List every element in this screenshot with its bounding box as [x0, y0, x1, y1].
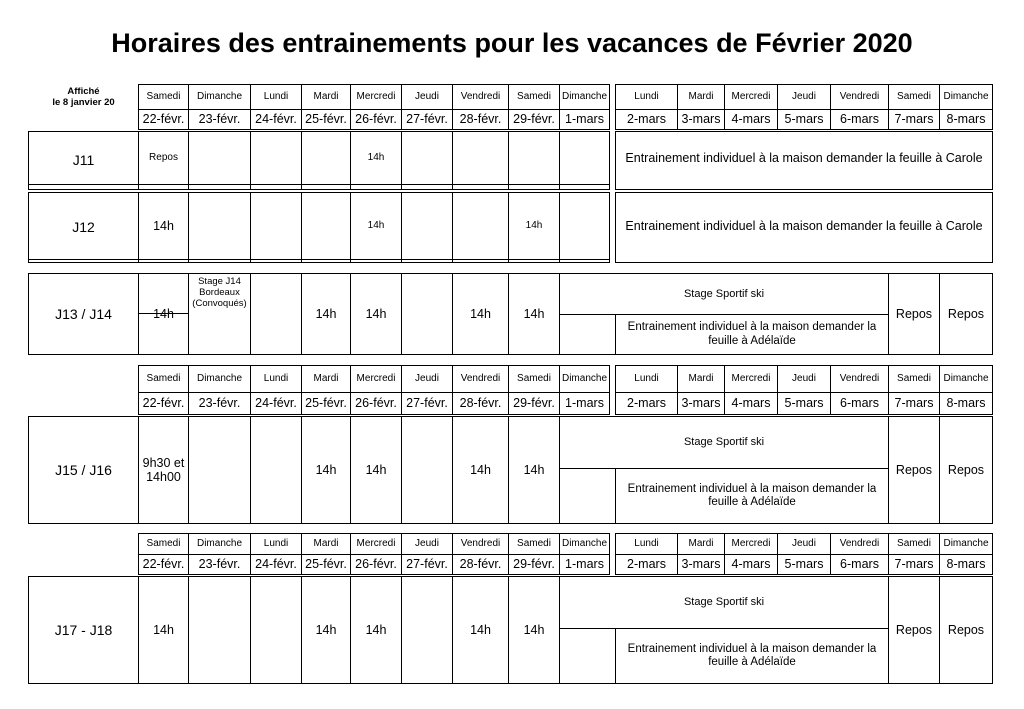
date-header-3-2: 24-févr. [255, 557, 297, 572]
schedule-cell: 14h [365, 462, 387, 477]
schedule-cell: 14h [153, 218, 174, 233]
date-header-3-w2-5: 7-mars [894, 557, 934, 572]
schedule-cell [453, 132, 508, 184]
day-header-1-w2-4: Vendredi [839, 91, 880, 103]
day-header-3-8: Dimanche [561, 538, 608, 550]
day-header-2-5: Jeudi [415, 373, 439, 385]
day-header-2-w2-1: Mardi [688, 373, 714, 385]
date-header-1-4: 26-févr. [355, 112, 397, 127]
schedule-cell [189, 132, 250, 184]
date-header-1-2: 24-févr. [255, 112, 297, 127]
date-header-3-5: 27-févr. [406, 557, 448, 572]
date-header-2-6: 28-févr. [459, 396, 502, 411]
schedule-cell: Repos [149, 152, 178, 164]
ski-stage: Stage Sportif ski [683, 596, 765, 609]
home-training-note: Entrainement individuel à la maison demander la feuille à Adélaïde [627, 482, 877, 508]
day-header-2-0: Samedi [146, 373, 181, 385]
date-header-1-0: 22-févr. [142, 112, 185, 127]
stage-note: Stage J14 Bordeaux (Convoqués) [192, 276, 247, 309]
schedule-cell: 14h [367, 152, 385, 164]
schedule-cell [251, 274, 301, 354]
posted-date: Affiché le 8 janvier 20 [52, 86, 115, 108]
date-header-3-w2-2: 4-mars [731, 557, 771, 572]
day-header-2-w2-0: Lundi [634, 373, 659, 385]
date-header-2-5: 27-févr. [406, 396, 448, 411]
day-header-1-5: Jeudi [415, 91, 439, 103]
date-header-3-1: 23-févr. [198, 557, 241, 572]
home-training-note: Entrainement individuel à la maison demander la feuille à Carole [625, 150, 983, 165]
date-header-1-w2-6: 8-mars [946, 112, 986, 127]
rest-saturday: Repos [895, 622, 933, 637]
day-header-3-7: Samedi [517, 538, 551, 550]
date-header-2-w2-0: 2-mars [627, 396, 666, 411]
date-header-2-8: 1-mars [565, 396, 604, 411]
date-header-3-3: 25-févr. [305, 557, 347, 572]
day-header-1-w2-6: Dimanche [943, 91, 989, 103]
day-header-2-w2-6: Dimanche [943, 373, 989, 385]
day-header-1-0: Samedi [146, 91, 181, 103]
day-header-3-6: Vendredi [460, 538, 501, 550]
date-header-2-3: 25-févr. [305, 396, 347, 411]
day-header-1-7: Samedi [517, 91, 551, 103]
schedule-cell: 14h [523, 306, 545, 321]
schedule-cell: 14h [470, 306, 491, 321]
rest-sunday: Repos [947, 622, 985, 637]
schedule-cell: 9h30 et 14h00 [142, 455, 185, 484]
day-header-1-w2-3: Jeudi [792, 91, 816, 103]
group-label: J12 [72, 219, 95, 236]
day-header-1-4: Mercredi [356, 91, 396, 103]
date-header-3-w2-6: 8-mars [946, 557, 986, 572]
date-header-1-w2-4: 6-mars [840, 112, 879, 127]
day-header-3-3: Mardi [313, 538, 339, 550]
date-header-1-w2-0: 2-mars [627, 112, 666, 127]
schedule-cell: 14h [525, 220, 543, 232]
date-header-2-w2-3: 5-mars [784, 396, 824, 411]
schedule-cell [251, 193, 301, 259]
schedule-cell [189, 577, 250, 683]
schedule-cell: 14h [523, 622, 545, 637]
date-header-3-w2-3: 5-mars [784, 557, 824, 572]
date-header-3-6: 28-févr. [459, 557, 502, 572]
schedule-cell [251, 132, 301, 184]
day-header-3-0: Samedi [146, 538, 181, 550]
date-header-1-w2-2: 4-mars [731, 112, 771, 127]
rest-saturday: Repos [895, 462, 933, 477]
schedule-cell [189, 417, 250, 523]
schedule-cell [402, 274, 452, 354]
date-header-3-w2-1: 3-mars [681, 557, 721, 572]
day-header-3-1: Dimanche [196, 538, 243, 550]
date-header-3-8: 1-mars [565, 557, 604, 572]
day-header-3-4: Mercredi [356, 538, 396, 550]
schedule-cell [139, 274, 188, 354]
date-header-2-1: 23-févr. [198, 396, 241, 411]
schedule-cell [189, 193, 250, 259]
day-header-1-w2-0: Lundi [634, 91, 659, 103]
schedule-cell [560, 193, 609, 259]
schedule-cell [251, 417, 301, 523]
group-label: J11 [72, 152, 95, 169]
date-header-2-w2-4: 6-mars [840, 396, 879, 411]
date-header-2-w2-6: 8-mars [946, 396, 986, 411]
day-header-2-8: Dimanche [561, 373, 608, 385]
day-header-3-w2-1: Mardi [688, 538, 714, 550]
schedule-cell [402, 132, 452, 184]
date-header-3-0: 22-févr. [142, 557, 185, 572]
day-header-3-5: Jeudi [415, 538, 439, 550]
page-title: Horaires des entrainements pour les vacances de Février 2020 [111, 28, 913, 58]
day-header-2-w2-5: Samedi [897, 373, 931, 385]
stage-underline [139, 313, 188, 314]
date-header-2-0: 22-févr. [142, 396, 185, 411]
date-header-2-4: 26-févr. [355, 396, 397, 411]
group-label: J17 - J18 [54, 621, 113, 638]
day-header-2-3: Mardi [313, 373, 339, 385]
day-header-2-2: Lundi [263, 373, 289, 385]
schedule-cell [402, 193, 452, 259]
schedule-cell: 14h [367, 220, 385, 232]
day-header-3-w2-3: Jeudi [792, 538, 816, 550]
day-header-3-w2-2: Mercredi [731, 538, 771, 550]
schedule-cell [402, 417, 452, 523]
rest-sunday: Repos [947, 462, 985, 477]
day-header-2-7: Samedi [517, 373, 551, 385]
date-header-2-w2-2: 4-mars [731, 396, 771, 411]
date-header-2-7: 29-févr. [513, 396, 555, 411]
date-header-3-w2-4: 6-mars [840, 557, 879, 572]
date-header-1-w2-5: 7-mars [894, 112, 934, 127]
date-header-1-7: 29-févr. [513, 112, 555, 127]
day-header-1-6: Vendredi [460, 91, 501, 103]
home-training-note: Entrainement individuel à la maison demander la feuille à Adélaïde [627, 642, 877, 668]
day-header-3-2: Lundi [263, 538, 289, 550]
day-header-1-1: Dimanche [196, 91, 243, 103]
day-header-2-6: Vendredi [460, 373, 501, 385]
day-header-3-w2-5: Samedi [897, 538, 931, 550]
day-header-3-w2-6: Dimanche [943, 538, 989, 550]
schedule-cell: 14h [470, 622, 491, 637]
schedule-cell: 14h [315, 622, 337, 637]
day-header-2-w2-3: Jeudi [792, 373, 816, 385]
day-header-1-w2-2: Mercredi [731, 91, 771, 103]
date-header-2-2: 24-févr. [255, 396, 297, 411]
rest-sunday: Repos [947, 306, 985, 321]
schedule-cell: 14h [470, 462, 491, 477]
day-header-2-w2-4: Vendredi [839, 373, 880, 385]
schedule-cell: 14h [315, 306, 337, 321]
day-header-1-w2-1: Mardi [688, 91, 714, 103]
group-label: J13 / J14 [55, 305, 112, 322]
schedule-cell [302, 193, 350, 259]
schedule-cell: 14h [153, 622, 174, 637]
schedule-cell [302, 132, 350, 184]
day-header-1-3: Mardi [313, 91, 339, 103]
date-header-1-3: 25-févr. [305, 112, 347, 127]
day-header-2-1: Dimanche [196, 373, 243, 385]
date-header-1-6: 28-févr. [459, 112, 502, 127]
day-header-3-w2-0: Lundi [634, 538, 659, 550]
day-header-1-8: Dimanche [561, 91, 608, 103]
date-header-3-7: 29-févr. [513, 557, 555, 572]
date-header-2-w2-5: 7-mars [894, 396, 934, 411]
schedule-cell [560, 132, 609, 184]
schedule-cell: 14h [315, 462, 337, 477]
day-header-2-4: Mercredi [356, 373, 396, 385]
date-header-1-w2-1: 3-mars [681, 112, 721, 127]
date-header-3-w2-0: 2-mars [627, 557, 666, 572]
day-header-1-2: Lundi [263, 91, 289, 103]
schedule-cell [509, 132, 559, 184]
rest-saturday: Repos [895, 306, 933, 321]
schedule-cell: 14h [365, 306, 387, 321]
date-header-1-5: 27-févr. [406, 112, 448, 127]
day-header-2-w2-2: Mercredi [731, 373, 771, 385]
day-header-3-w2-4: Vendredi [839, 538, 880, 550]
date-header-3-4: 26-févr. [355, 557, 397, 572]
ski-stage: Stage Sportif ski [683, 287, 765, 300]
date-header-1-8: 1-mars [565, 112, 604, 127]
group-label: J15 / J16 [55, 461, 112, 478]
schedule-cell [251, 577, 301, 683]
home-training-note: Entrainement individuel à la maison demander la feuille à Adélaïde [627, 321, 877, 347]
date-header-2-w2-1: 3-mars [681, 396, 721, 411]
home-training-note: Entrainement individuel à la maison demander la feuille à Carole [625, 218, 983, 233]
schedule-cell: 14h [523, 462, 545, 477]
ski-stage: Stage Sportif ski [683, 436, 765, 449]
day-header-1-w2-5: Samedi [897, 91, 931, 103]
date-header-1-w2-3: 5-mars [784, 112, 824, 127]
date-header-1-1: 23-févr. [198, 112, 241, 127]
schedule-cell [402, 577, 452, 683]
schedule-cell [453, 193, 508, 259]
schedule-cell: 14h [365, 622, 387, 637]
